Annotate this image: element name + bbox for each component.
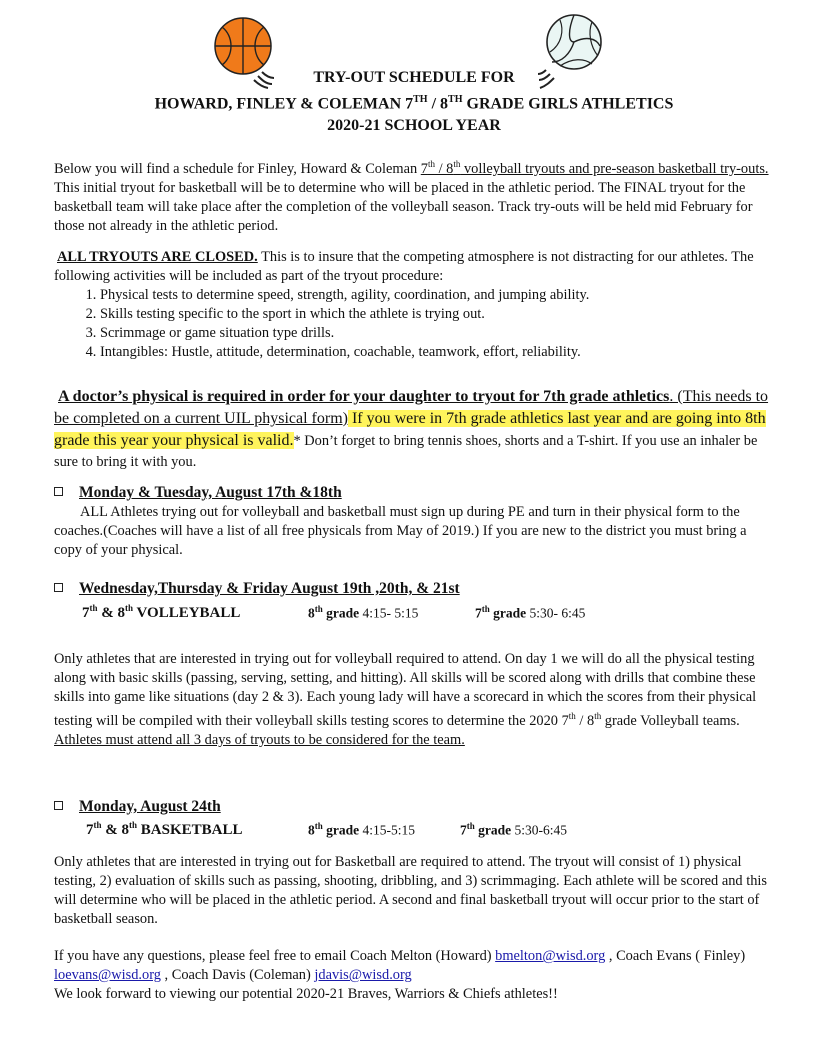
email-link-davis[interactable]: jdavis@wisd.org bbox=[314, 967, 412, 983]
sport-sup: th bbox=[125, 603, 134, 613]
physical-bold-text: A doctor’s physical is required in order for your daughter to tryout for 7th grade athletics bbox=[58, 388, 670, 405]
grade-label: grade bbox=[474, 822, 512, 838]
title-text: HOWARD, FINLEY & COLEMAN 7 bbox=[154, 95, 414, 113]
closed-heading: ALL TRYOUTS ARE CLOSED. bbox=[57, 249, 258, 265]
physical-highlight-text: If you were in 7th grade athletics last year and are going into 8th grade this year your physical is valid. bbox=[54, 410, 766, 449]
section-heading-text: Monday & Tuesday, August 17th &18th bbox=[79, 484, 342, 501]
contact-text: If you have any questions, please feel free to email Coach Melton (Howard) bbox=[54, 948, 496, 964]
intro-text: Below you will find a schedule for Finley, Howard & Coleman bbox=[54, 160, 421, 177]
intro-u-text: / 8 bbox=[434, 160, 454, 177]
intro-u-text: volleyball tryouts and pre-season basketball try-outs. bbox=[460, 160, 769, 177]
email-link-evans[interactable]: loevans@wisd.org bbox=[54, 967, 161, 983]
section-heading-aug17 bbox=[54, 484, 342, 502]
volleyball-underlined: Athletes must attend all 3 days of tryouts to be considered for the team. bbox=[54, 731, 465, 748]
contact-paragraph bbox=[54, 947, 776, 1004]
volleyball-sup: th bbox=[594, 711, 602, 721]
section-heading-aug24 bbox=[54, 798, 221, 816]
title-sup: TH bbox=[413, 94, 428, 105]
closed-tryouts-section bbox=[54, 248, 776, 362]
volleyball-sup: th bbox=[568, 711, 576, 721]
title-sup: TH bbox=[448, 94, 463, 105]
sport-text: VOLLEYBALL bbox=[133, 605, 241, 621]
list-item: 2. Skills testing specific to the sport in which the athlete is trying out. bbox=[100, 305, 776, 324]
grade-time: 5:30-6:45 bbox=[511, 822, 568, 838]
grade-text: 8 bbox=[308, 605, 315, 621]
physical-rest-text: * Don’t forget to bring tennis shoes, shorts and a T-shirt. If you use an inhaler be sure to bring it with you. bbox=[54, 433, 758, 470]
intro-u-sup: th bbox=[453, 159, 461, 169]
grade-sup: th bbox=[481, 604, 490, 614]
basketball-8th-time bbox=[308, 821, 415, 839]
physical-uil-text: . (This needs to be completed on a current UIL physical form) bbox=[54, 388, 769, 427]
list-item: 4. Intangibles: Hustle, attitude, determination, coachable, teamwork, effort, reliability. bbox=[100, 343, 776, 362]
document-title bbox=[0, 68, 828, 136]
intro-text: This initial tryout for basketball will be to determine who will be placed in the athletic period. The FINAL tryout for the basketball team will take place after the completion of the volleyball season. Track try-outs will be held mid February for those not already in the athletic period. bbox=[54, 179, 753, 234]
intro-u-sup: th bbox=[427, 159, 435, 169]
sport-text: & 8 bbox=[101, 822, 130, 838]
sport-sup: th bbox=[129, 820, 138, 830]
grade-time: 4:15- 5:15 bbox=[359, 605, 419, 621]
title-text: GRADE GIRLS ATHLETICS bbox=[462, 95, 674, 113]
sport-text: 7 bbox=[86, 822, 94, 838]
grade-label: grade bbox=[322, 822, 360, 838]
email-link-melton[interactable]: bmelton@wisd.org bbox=[495, 948, 606, 964]
contact-text: , Coach Davis (Coleman) bbox=[160, 967, 315, 983]
section-heading-text: Monday, August 24th bbox=[79, 798, 221, 815]
grade-text: 7 bbox=[475, 605, 482, 621]
title-line-1: TRY-OUT SCHEDULE FOR bbox=[313, 69, 515, 86]
sport-text: 7 bbox=[82, 605, 90, 621]
volleyball-text: Only athletes that are interested in trying out for volleyball required to attend. On day 1 we will do all the physical testing along with basic skills (passing, serving, setting, and hitting). All skills will be scored along with drills that combine these skills into game like situations (day 2 & 3). Each young lady will have a scorecard in which the scores from their physical testing will be compiled with their volleyball skills testing scores to determine the 2020 7 bbox=[54, 651, 757, 729]
tryout-activities-list bbox=[54, 286, 776, 362]
title-text: / 8 bbox=[427, 95, 449, 113]
volleyball-paragraph bbox=[54, 650, 776, 750]
intro-paragraph bbox=[54, 155, 776, 236]
title-line-3: 2020-21 SCHOOL YEAR bbox=[327, 117, 501, 135]
grade-label: grade bbox=[322, 605, 360, 621]
grade-time: 5:30- 6:45 bbox=[526, 605, 586, 621]
checkbox-bullet-icon bbox=[54, 487, 63, 496]
grade-sup: th bbox=[466, 821, 475, 831]
title-line-2 bbox=[0, 90, 828, 114]
checkbox-bullet-icon bbox=[54, 583, 63, 592]
grade-sup: th bbox=[314, 821, 323, 831]
basketball-7th-time bbox=[460, 821, 567, 839]
intro-u-text: 7 bbox=[420, 160, 428, 177]
closed-text: This is to insure that the competing atmosphere is not distracting for our athletes. The following activities will be included as part of the tryout procedure: bbox=[54, 249, 754, 284]
section-text-aug17: ALL Athletes trying out for volleyball and basketball must sign up during PE and turn in their physical form to the coaches.(Coaches will have a list of all free physicals from May of 2019.) If you are new to the district you must bring a copy of your physical. bbox=[54, 504, 747, 558]
grade-label: grade bbox=[489, 605, 527, 621]
sport-text: BASKETBALL bbox=[137, 822, 243, 838]
physical-paragraph bbox=[54, 386, 776, 473]
grade-text: 8 bbox=[308, 822, 315, 838]
volleyball-8th-time bbox=[308, 604, 418, 622]
sport-sup: th bbox=[89, 603, 98, 613]
grade-time: 4:15-5:15 bbox=[359, 822, 416, 838]
basketball-sport-line bbox=[86, 820, 243, 839]
list-item: 1. Physical tests to determine speed, strength, agility, coordination, and jumping ability. bbox=[100, 286, 776, 305]
contact-text: , Coach Evans ( Finley) bbox=[605, 948, 746, 964]
sport-sup: th bbox=[93, 820, 102, 830]
volleyball-sport-line bbox=[82, 603, 240, 622]
grade-text: 7 bbox=[460, 822, 467, 838]
sport-text: & 8 bbox=[97, 605, 126, 621]
section-heading-aug19 bbox=[54, 580, 460, 598]
volleyball-text: / 8 bbox=[575, 712, 595, 729]
basketball-paragraph: Only athletes that are interested in trying out for Basketball are required to attend. The tryout will consist of 1) physical testing, 2) evaluation of skills such as passing, shooting, dribbling, and 3) scrimmaging. Each athlete will be scored and this will determine who will be placed in the athletic period. A second and final basketball tryout will occur prior to the start of basketball season. bbox=[54, 854, 768, 927]
volleyball-7th-time bbox=[475, 604, 585, 622]
checkbox-bullet-icon bbox=[54, 801, 63, 810]
grade-sup: th bbox=[314, 604, 323, 614]
closing-line: We look forward to viewing our potential 2020-21 Braves, Warriors & Chiefs athletes!! bbox=[54, 986, 558, 1002]
volleyball-text: grade Volleyball teams. bbox=[601, 712, 740, 729]
section-heading-text: Wednesday,Thursday & Friday August 19th ,20th, & 21st bbox=[79, 580, 460, 597]
intro-underlined bbox=[421, 161, 769, 177]
list-item: 3. Scrimmage or game situation type drills. bbox=[100, 324, 776, 343]
